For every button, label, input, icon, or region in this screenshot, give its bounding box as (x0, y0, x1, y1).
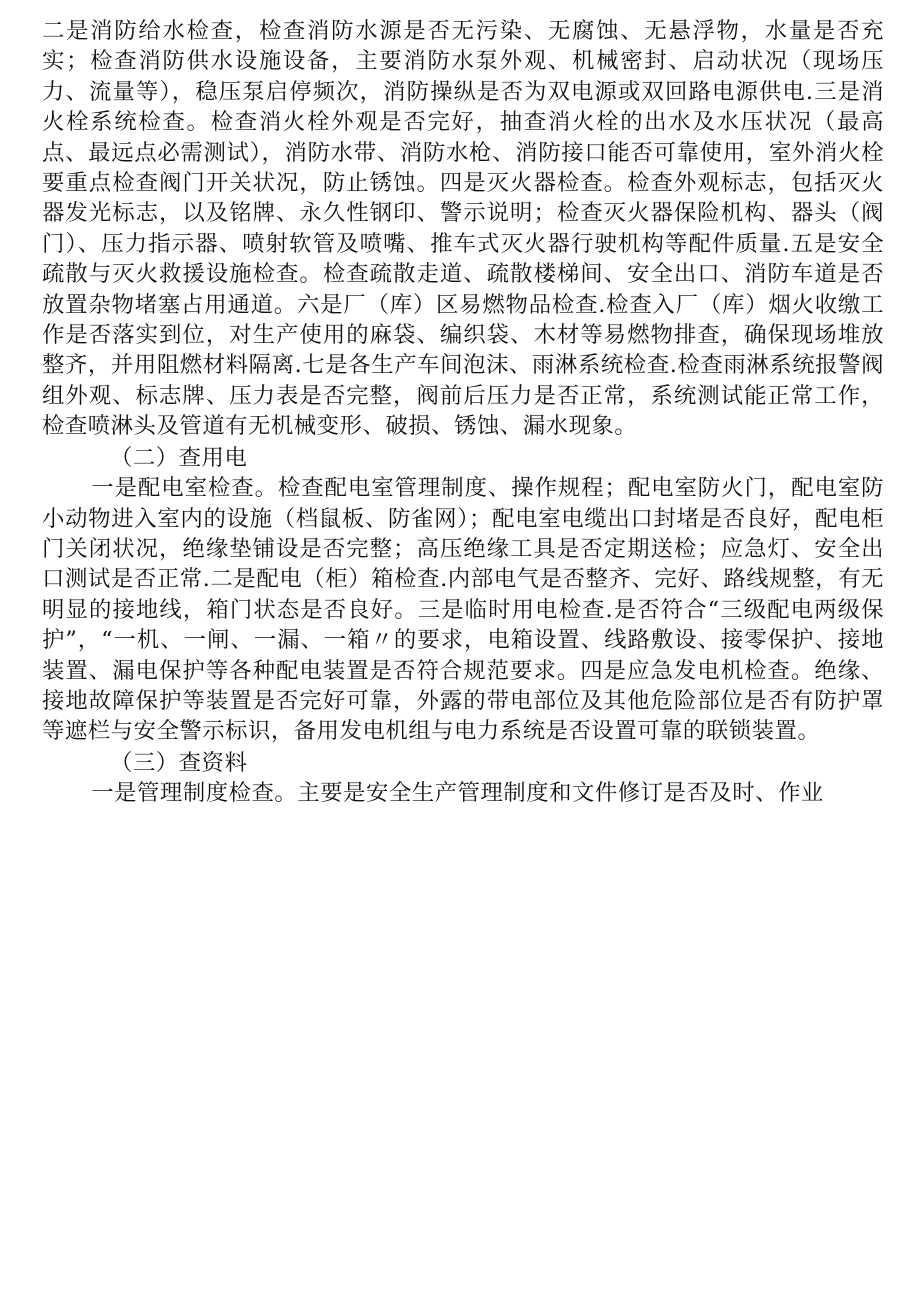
paragraph-fire-water: 二是消防给水检查，检查消防水源是否无污染、无腐蚀、无悬浮物，水量是否充实；检查消防供水设施设备，主要消防水泵外观、机械密封、启动状况（现场压力、流量等），稳压泵启停频次，消防操纵是否为双电源或双回路电源供电.三是消火栓系统检查。检查消火栓外观是否完好，抽查消火栓的出水及水压状况（最高点、最远点必需测试），消防水带、消防水枪、消防接口能否可靠使用，室外消火栓要重点检查阀门开关状况，防止锈蚀。四是灭火器检查。检查外观标志，包括灭火器发光标志，以及铭牌、永久性钢印、警示说明；检查灭火器保险机构、器头（阀门）、压力指示器、喷射软管及喷嘴、推车式灭火器行驶机构等配件质量.五是安全疏散与灭火救援设施检查。检查疏散走道、疏散楼梯间、安全出口、消防车道是否放置杂物堵塞占用通道。六是厂（库）区易燃物品检查.检查入厂（库）烟火收缴工作是否落实到位，对生产使用的麻袋、编织袋、木材等易燃物排查，确保现场堆放整齐，并用阻燃材料隔离.七是各生产车间泡沫、雨淋系统检查.检查雨淋系统报警阀组外观、标志牌、压力表是否完整，阀前后压力是否正常，系统测试能正常工作，检查喷淋头及管道有无机械变形、破损、锈蚀、漏水现象。 (42, 18, 884, 440)
section-heading-electricity: （二）查用电 (110, 444, 248, 471)
paragraph-electricity: 一是配电室检查。检查配电室管理制度、操作规程；配电室防火门，配电室防小动物进入室内的设施（档鼠板、防雀网）；配电室电缆出口封堵是否良好，配电柜门关闭状况，绝缘垫铺设是否完整；高压绝缘工具是否定期送检；应急灯、安全出口测试是否正常.二是配电（柜）箱检查.内部电气是否整齐、完好、路线规整，有无明显的接地线，箱门状态是否良好。三是临时用电检查.是否符合“三级配电两级保护”，“一机、一闸、一漏、一箱〃的要求，电箱设置、线路敷设、接零保护、接地装置、漏电保护等各种配电装置是否符合规范要求。四是应急发电机检查。绝缘、接地故障保护等装置是否完好可靠，外露的带电部位及其他危险部位是否有防护罩等遮栏与安全警示标识，备用发电机组与电力系统是否设置可靠的联锁装置。 (42, 475, 884, 745)
paragraph-documents: 一是管理制度检查。主要是安全生产管理制度和文件修订是否及时、作业 (91, 780, 824, 807)
document-page (42, 16, 884, 809)
section-heading-documents: （三）查资料 (110, 749, 248, 776)
